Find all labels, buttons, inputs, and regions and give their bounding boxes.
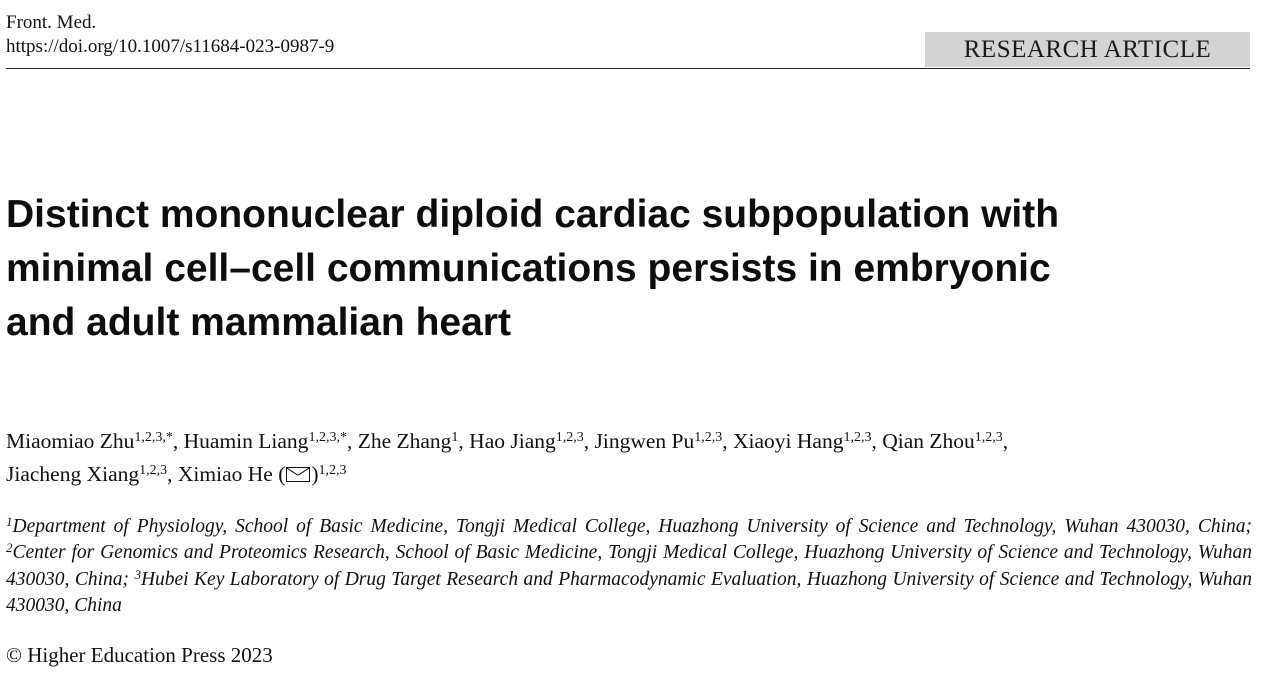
author-affiliation-sup: 1 — [451, 430, 459, 445]
author-name: Ximiao He — [177, 462, 273, 486]
author-affiliation-sup: 1,2,3,* — [134, 430, 173, 445]
affiliation-text: Center for Genomics and Proteomics Research, School of Basic Medicine, Tongji Medical College, Huazhong University of Science and Technology, Wuhan 430030, China; — [6, 542, 1252, 590]
doi-link[interactable]: https://doi.org/10.1007/s11684-023-0987-9 — [6, 36, 335, 57]
author-separator: , — [167, 462, 178, 486]
title-line-2: minimal cell–cell communications persists in embryonic — [6, 247, 1051, 290]
author-affiliation-sup: 1,2,3 — [694, 430, 723, 445]
author-affiliation-sup: 1,2,3 — [139, 463, 168, 478]
title-line-1: Distinct mononuclear diploid cardiac subpopulation with — [6, 193, 1060, 236]
author-name: Jiacheng Xiang — [6, 462, 140, 486]
author-name: Zhe Zhang — [357, 429, 452, 453]
affiliations — [6, 514, 1252, 619]
mail-icon[interactable] — [286, 467, 310, 482]
affiliation-sup: 3 — [134, 566, 141, 582]
author-name: Miaomiao Zhu — [6, 429, 135, 453]
author-name: Huamin Liang — [183, 429, 309, 453]
affiliation-text: Hubei Key Laboratory of Drug Target Research and Pharmacodynamic Evaluation, Huazhong University of Science and Technology, Wuhan 430030, China — [6, 568, 1252, 616]
author-affiliation-sup: 1,2,3 — [555, 430, 584, 445]
author-list — [6, 425, 1256, 491]
author-separator: , — [346, 429, 358, 453]
author-name: Hao Jiang — [469, 429, 556, 453]
article-title — [6, 188, 1236, 350]
copyright: © Higher Education Press 2023 — [6, 643, 273, 667]
author-separator: , — [871, 429, 883, 453]
author-name: Jingwen Pu — [594, 429, 695, 453]
journal-name: Front. Med. — [6, 12, 97, 33]
author-separator: , — [583, 429, 595, 453]
author-affiliation-sup: 1,2,3 — [843, 430, 872, 445]
author-name: Xiaoyi Hang — [733, 429, 844, 453]
affiliation-text: Department of Physiology, School of Basic Medicine, Tongji Medical College, Huazhong University of Science and Technology, Wuhan 430030, China; — [12, 516, 1252, 537]
author-paren-open: ( — [272, 462, 286, 486]
affiliation-sup: 1 — [6, 514, 13, 529]
author-affiliation-sup: 1,2,3 — [974, 430, 1003, 445]
header-rule — [6, 68, 1250, 69]
author-name: Qian Zhou — [882, 429, 975, 453]
author-separator: , — [722, 429, 733, 453]
author-affiliation-sup: 1,2,3,* — [308, 430, 347, 445]
author-separator: , — [172, 429, 184, 453]
article-type-badge: RESEARCH ARTICLE — [925, 32, 1250, 67]
affiliation-sup: 2 — [6, 540, 13, 556]
author-paren-close: ) — [311, 462, 319, 486]
author-separator: , — [458, 429, 470, 453]
author-separator: , — [1002, 429, 1009, 453]
journal-header — [6, 11, 334, 59]
author-affiliation-sup: 1,2,3 — [318, 463, 347, 478]
title-line-3: and adult mammalian heart — [6, 301, 511, 344]
